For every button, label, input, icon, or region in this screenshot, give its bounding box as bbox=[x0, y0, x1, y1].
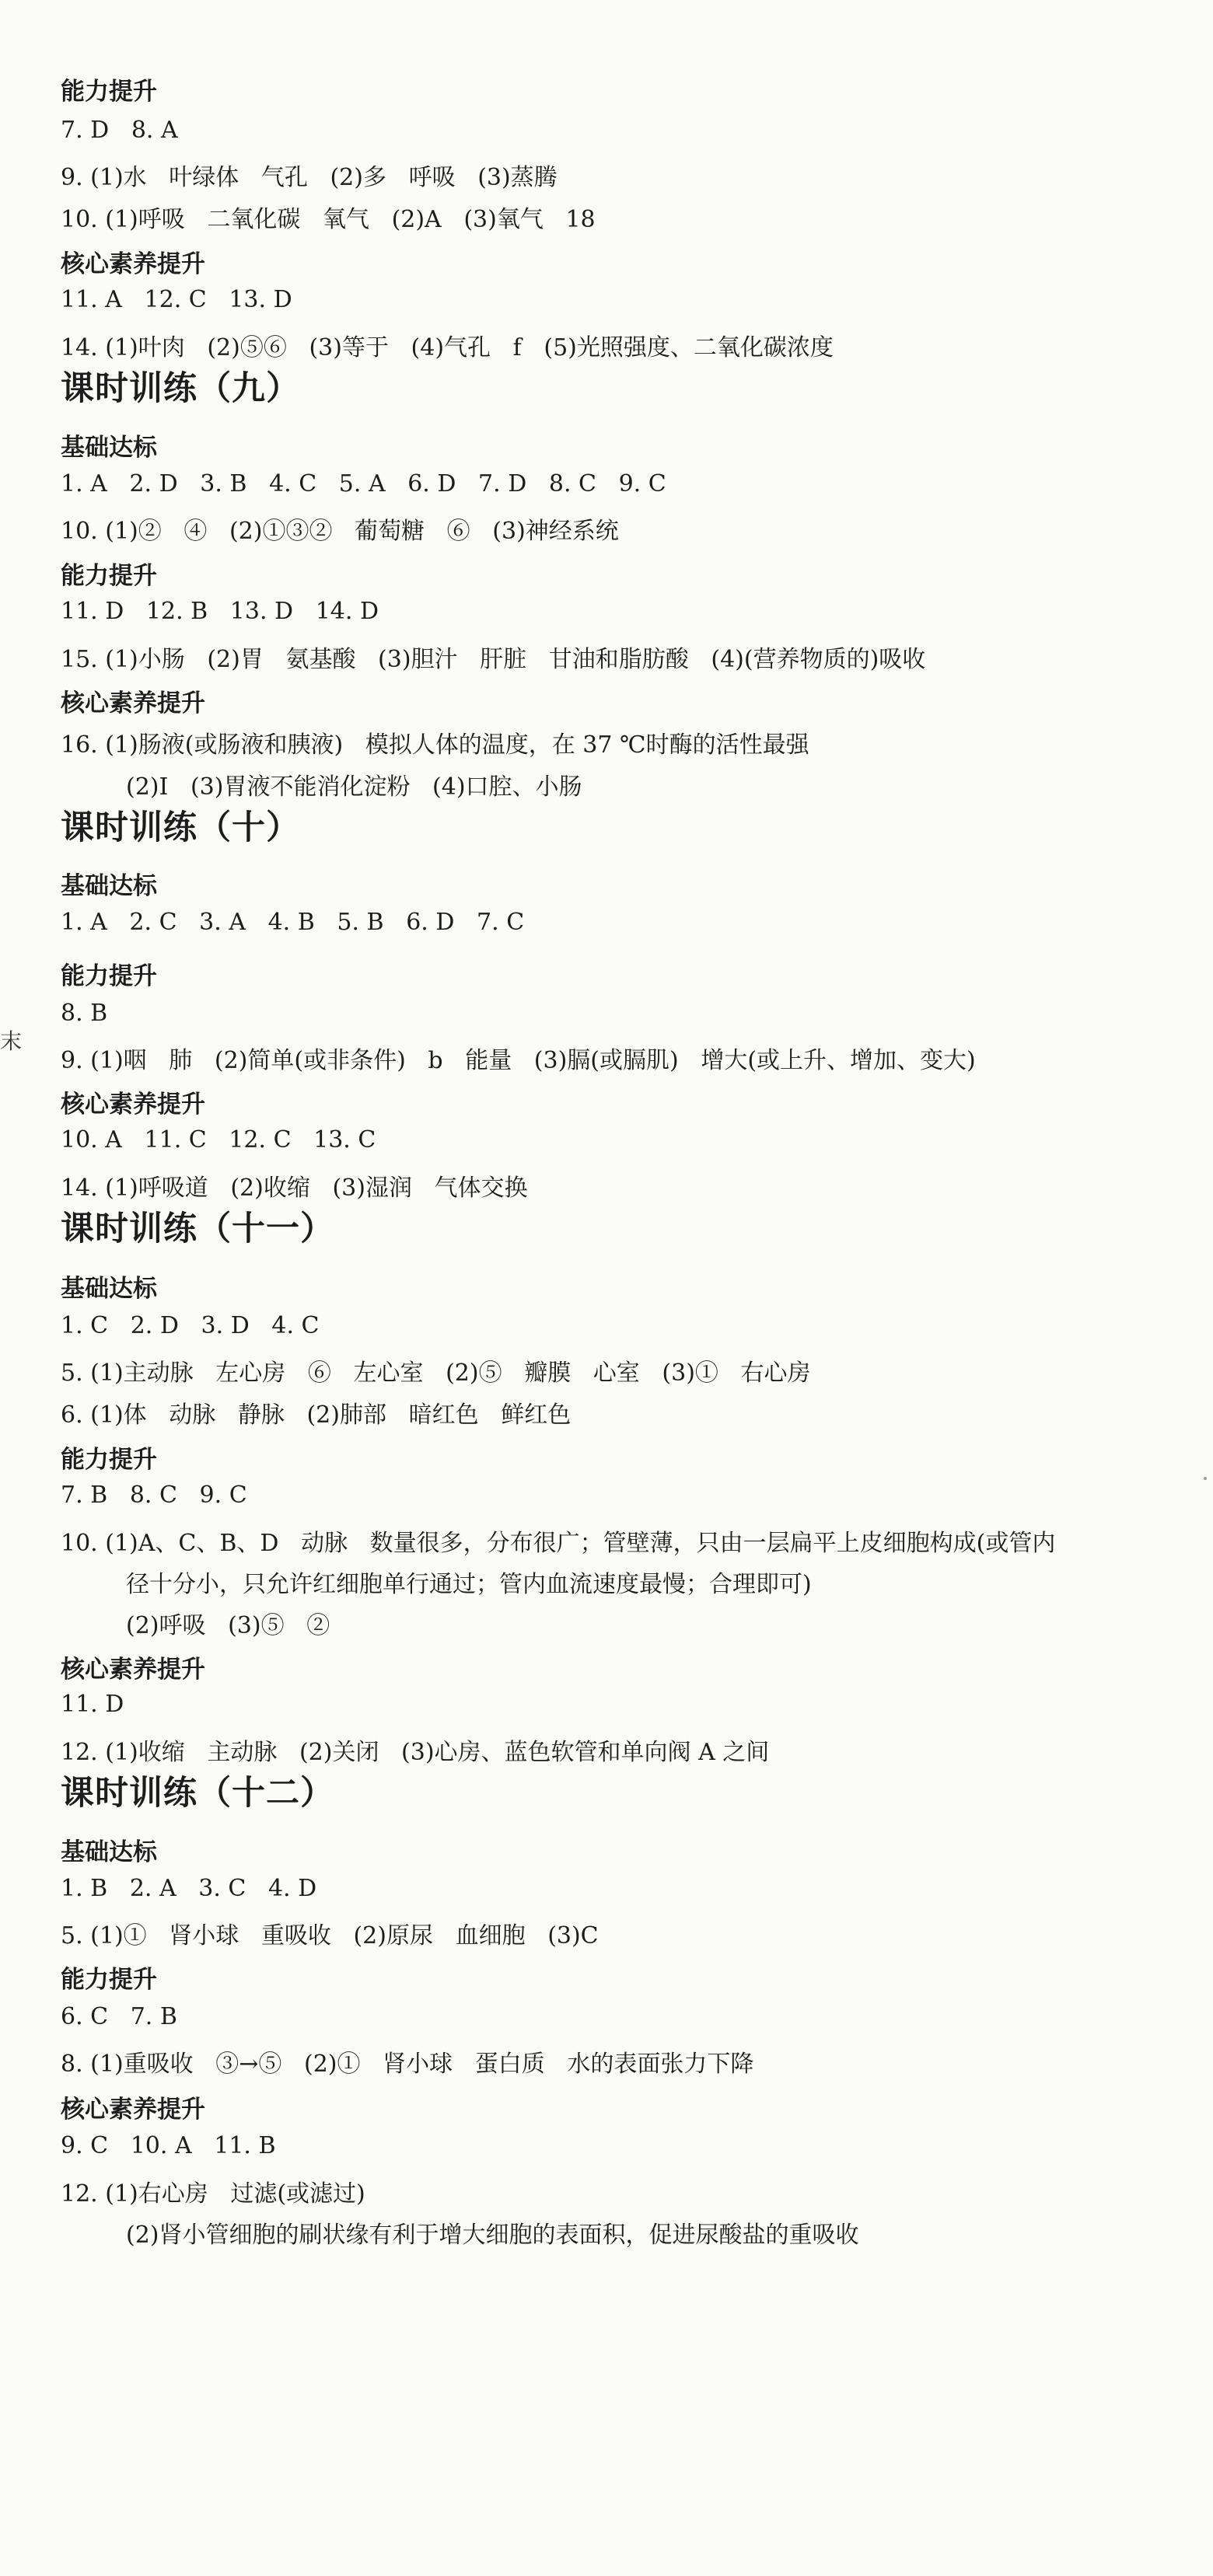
section-heading: 核心素养提升 bbox=[61, 689, 205, 717]
section-heading: 能力提升 bbox=[61, 962, 157, 990]
lesson-title: 课时训练（十） bbox=[61, 808, 300, 847]
answer-line: 9. (1)水 叶绿体 气孔 (2)多 呼吸 (3)蒸腾 bbox=[61, 164, 558, 191]
lesson-title: 课时训练（十二） bbox=[61, 1774, 334, 1813]
answer-line: 14. (1)叶肉 (2)⑤⑥ (3)等于 (4)气孔 f (5)光照强度、二氧化碳浓度 bbox=[61, 334, 834, 361]
answer-line: 1. B 2. A 3. C 4. D bbox=[61, 1875, 317, 1902]
answer-line: 5. (1)主动脉 左心房 ⑥ 左心室 (2)⑤ 瓣膜 心室 (3)① 右心房 bbox=[61, 1360, 811, 1387]
answer-line: 7. B 8. C 9. C bbox=[61, 1482, 247, 1509]
margin-fragment: 末 bbox=[0, 1028, 23, 1054]
answer-line: 12. (1)收缩 主动脉 (2)关闭 (3)心房、蓝色软管和单向阀 A 之间 bbox=[61, 1739, 770, 1766]
answer-line: 6. (1)体 动脉 静脉 (2)肺部 暗红色 鲜红色 bbox=[61, 1401, 572, 1429]
section-heading: 能力提升 bbox=[61, 1446, 157, 1474]
answer-line: 7. D 8. A bbox=[61, 117, 178, 144]
answer-line: 5. (1)① 肾小球 重吸收 (2)原尿 血细胞 (3)C bbox=[61, 1922, 599, 1949]
section-heading: 核心素养提升 bbox=[61, 1656, 205, 1684]
section-heading: 基础达标 bbox=[61, 1275, 157, 1303]
answer-line: (2)呼吸 (3)⑤ ② bbox=[126, 1612, 330, 1639]
section-heading: 核心素养提升 bbox=[61, 2096, 205, 2124]
answer-line: 10. (1)② ④ (2)①③② 葡萄糖 ⑥ (3)神经系统 bbox=[61, 518, 619, 545]
answer-line: 1. A 2. C 3. A 4. B 5. B 6. D 7. C bbox=[61, 909, 525, 936]
section-heading: 基础达标 bbox=[61, 872, 157, 900]
lesson-title: 课时训练（九） bbox=[61, 369, 300, 408]
answer-line: 10. A 11. C 12. C 13. C bbox=[61, 1126, 376, 1154]
answer-line: 1. A 2. D 3. B 4. C 5. A 6. D 7. D 8. C 9. C bbox=[61, 470, 666, 497]
answer-line: 1. C 2. D 3. D 4. C bbox=[61, 1312, 320, 1339]
answer-line: 12. (1)右心房 过滤(或滤过) bbox=[61, 2180, 365, 2208]
answer-line: 14. (1)呼吸道 (2)收缩 (3)湿润 气体交换 bbox=[61, 1175, 528, 1202]
lesson-title: 课时训练（十一） bbox=[61, 1209, 334, 1248]
answer-line: 9. C 10. A 11. B bbox=[61, 2132, 276, 2159]
answer-line: (2)肾小管细胞的刷状缘有利于增大细胞的表面积，促进尿酸盐的重吸收 bbox=[126, 2222, 859, 2249]
answer-line: 8. (1)重吸收 ③→⑤ (2)① 肾小球 蛋白质 水的表面张力下降 bbox=[61, 2051, 754, 2078]
answer-line: 6. C 7. B bbox=[61, 2003, 177, 2030]
answer-line: 10. (1)呼吸 二氧化碳 氧气 (2)A (3)氧气 18 bbox=[61, 206, 596, 233]
answer-line: 径十分小，只允许红细胞单行通过；管内血流速度最慢；合理即可) bbox=[126, 1571, 812, 1598]
answer-line: 9. (1)咽 肺 (2)简单(或非条件) b 能量 (3)膈(或膈肌) 增大(或上升、增加、变大) bbox=[61, 1047, 976, 1074]
answer-line: (2)Ⅰ (3)胃液不能消化淀粉 (4)口腔、小肠 bbox=[126, 773, 582, 801]
section-heading: 能力提升 bbox=[61, 1966, 157, 1994]
section-heading: 核心素养提升 bbox=[61, 1091, 205, 1119]
section-heading: 能力提升 bbox=[61, 78, 157, 106]
scan-speck bbox=[1204, 1477, 1207, 1480]
answer-line: 11. D 12. B 13. D 14. D bbox=[61, 598, 379, 625]
section-heading: 基础达标 bbox=[61, 1838, 157, 1866]
section-heading: 基础达标 bbox=[61, 434, 157, 462]
section-heading: 核心素养提升 bbox=[61, 250, 205, 278]
section-heading: 能力提升 bbox=[61, 562, 157, 590]
answer-line: 11. A 12. C 13. D bbox=[61, 286, 292, 313]
answer-line: 16. (1)肠液(或肠液和胰液) 模拟人体的温度，在 37 ℃时酶的活性最强 bbox=[61, 731, 809, 759]
answer-line: 15. (1)小肠 (2)胃 氨基酸 (3)胆汁 肝脏 甘油和脂肪酸 (4)(营养物质的)吸收 bbox=[61, 646, 926, 673]
answer-line: 8. B bbox=[61, 1000, 108, 1027]
answer-line: 11. D bbox=[61, 1691, 124, 1718]
answer-line: 10. (1)A、C、B、D 动脉 数量很多，分布很广；管壁薄，只由一层扁平上皮细胞构成(或管内 bbox=[61, 1530, 1056, 1557]
